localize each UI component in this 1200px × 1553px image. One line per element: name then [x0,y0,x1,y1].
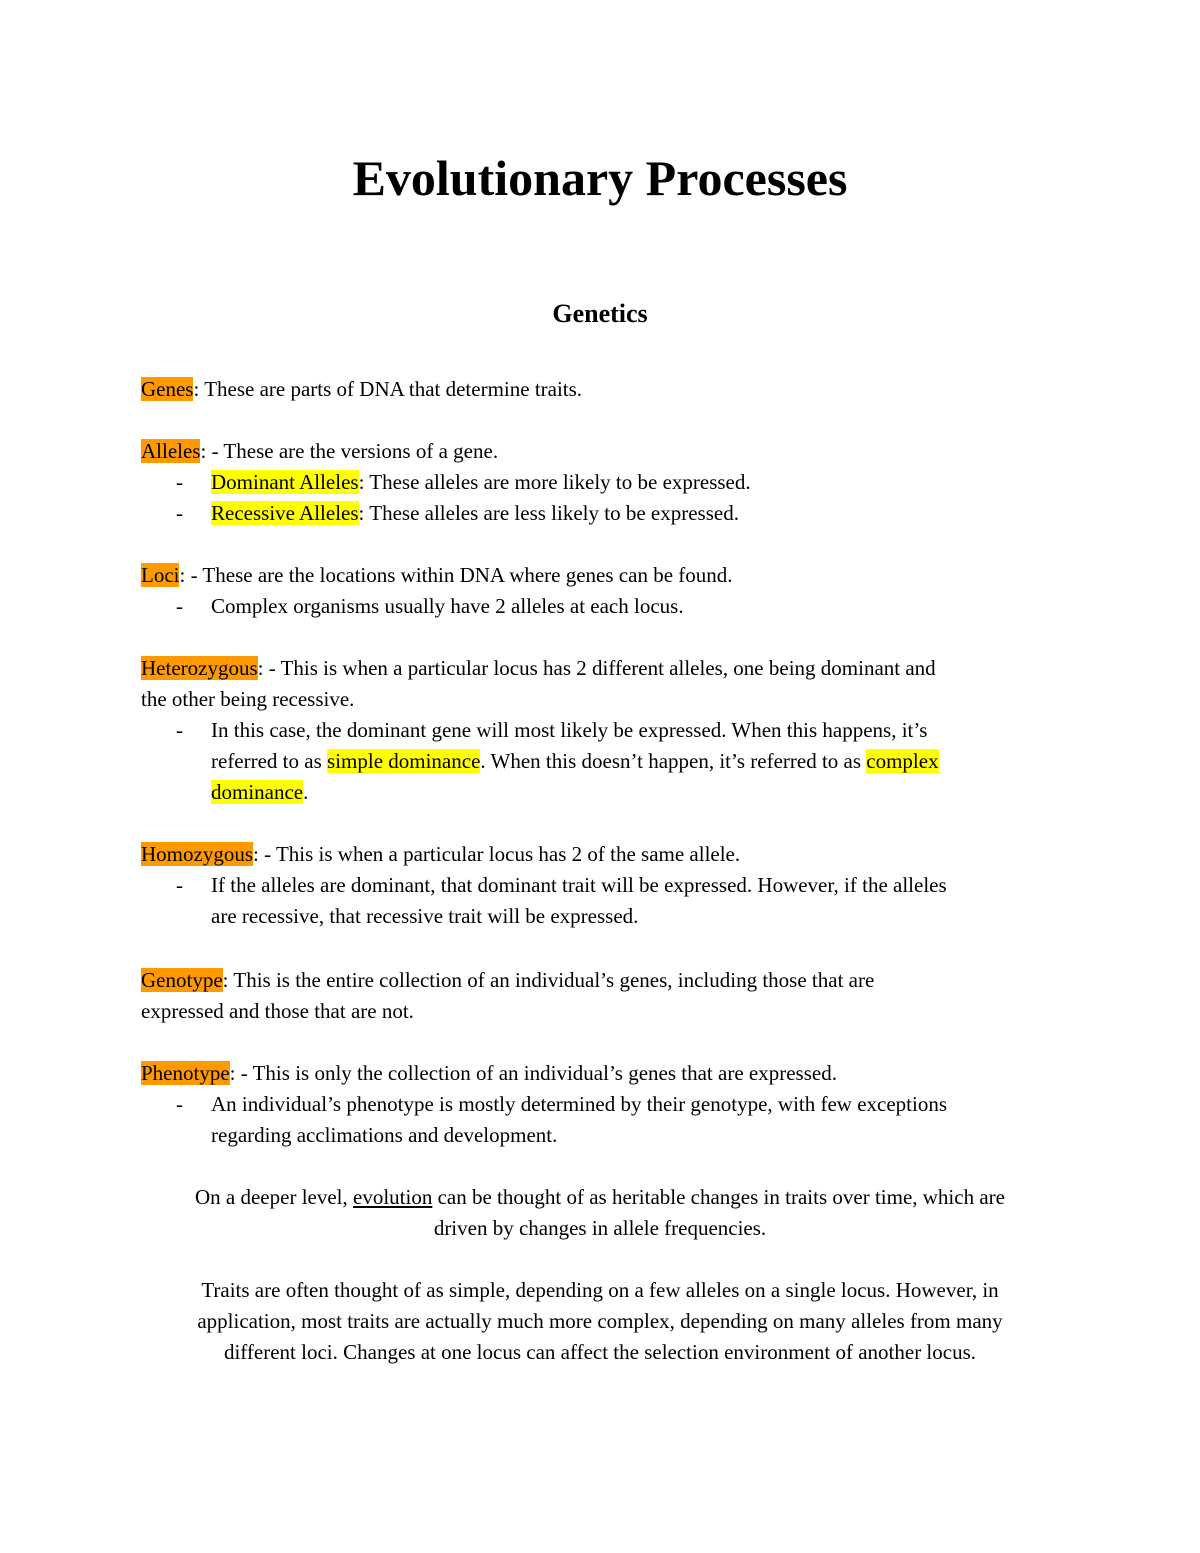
term-highlight: Genes [141,377,194,401]
definition-text: : - This is only the collection of an individual’s genes that are expressed. [229,1061,837,1085]
bullet-dash: - [176,470,183,494]
evolution-underlined-term: evolution [353,1185,433,1209]
section-heading: Genetics [552,299,648,328]
alleles-definition [141,436,498,467]
bullet-dash: - [176,501,183,525]
bullet-dash: - [176,718,183,742]
bullet-dash: - [176,1092,183,1116]
traits-paragraph-l3: different loci. Changes at one locus can affect the selection environment of another locus. [223,1340,977,1364]
bullet-text: . [303,780,309,804]
heterozygous-bullet-l1: In this case, the dominant gene will most likely be expressed. When this happens, it’s [211,718,928,742]
traits-paragraph-l2: application, most traits are actually much more complex, depending on many alleles from many [197,1309,1003,1333]
loci-bullet: Complex organisms usually have 2 alleles at each locus. [211,594,684,618]
bullet-text: referred to as [211,749,328,773]
genotype-definition [141,965,874,996]
genotype-definition-cont: expressed and those that are not. [141,999,414,1023]
bullet-dash: - [176,873,183,897]
heterozygous-bullet-l2 [211,746,939,777]
traits-paragraph-l1: Traits are often thought of as simple, depending on a few alleles on a single locus. However, in [201,1278,999,1302]
heterozygous-bullet-l3 [211,777,308,808]
homozygous-bullet-l1: If the alleles are dominant, that dominant trait will be expressed. However, if the alleles [211,873,947,897]
term-highlight: Heterozygous [141,656,258,680]
term-highlight: Homozygous [141,842,253,866]
term-highlight: Alleles [141,439,201,463]
evolution-paragraph-l2: driven by changes in allele frequencies. [433,1216,767,1240]
definition-text: : - This is when a particular locus has 2 different alleles, one being dominant and [257,656,936,680]
bullet-dash: - [176,594,183,618]
subterm-highlight: Dominant Alleles [211,470,359,494]
term-highlight: Phenotype [141,1061,230,1085]
definition-text: : - This is when a particular locus has 2 of the same allele. [253,842,741,866]
phenotype-bullet-l1: An individual’s phenotype is mostly determined by their genotype, with few exceptions [211,1092,948,1116]
paragraph-text: can be thought of as heritable changes in traits over time, which are [432,1185,1005,1209]
dominant-alleles-item [211,467,751,498]
bullet-text: : These alleles are more likely to be expressed. [358,470,751,494]
complex-dominance-highlight-cont: dominance [211,780,304,804]
definition-text: : - These are the locations within DNA where genes can be found. [179,563,733,587]
bullet-text: : These alleles are less likely to be expressed. [358,501,739,525]
homozygous-bullet-l2: are recessive, that recessive trait will be expressed. [211,904,639,928]
term-highlight: Loci [141,563,180,587]
definition-text: : These are parts of DNA that determine traits. [193,377,583,401]
heterozygous-definition-cont: the other being recessive. [141,687,355,711]
evolution-paragraph-l1 [0,1182,1200,1213]
phenotype-definition [141,1058,837,1089]
homozygous-definition [141,839,740,870]
subterm-highlight: Recessive Alleles [211,501,359,525]
phenotype-bullet-l2: regarding acclimations and development. [211,1123,558,1147]
bullet-text: . When this doesn’t happen, it’s referred to as [480,749,867,773]
genes-definition [141,374,582,405]
complex-dominance-highlight: complex [866,749,939,773]
simple-dominance-highlight: simple dominance [327,749,481,773]
loci-definition [141,560,733,591]
term-highlight: Genotype [141,968,223,992]
document-title: Evolutionary Processes [352,150,848,206]
paragraph-text: On a deeper level, [195,1185,354,1209]
definition-text: : This is the entire collection of an individual’s genes, including those that are [222,968,875,992]
heterozygous-definition [141,653,936,684]
recessive-alleles-item [211,498,739,529]
definition-text: : - These are the versions of a gene. [200,439,499,463]
